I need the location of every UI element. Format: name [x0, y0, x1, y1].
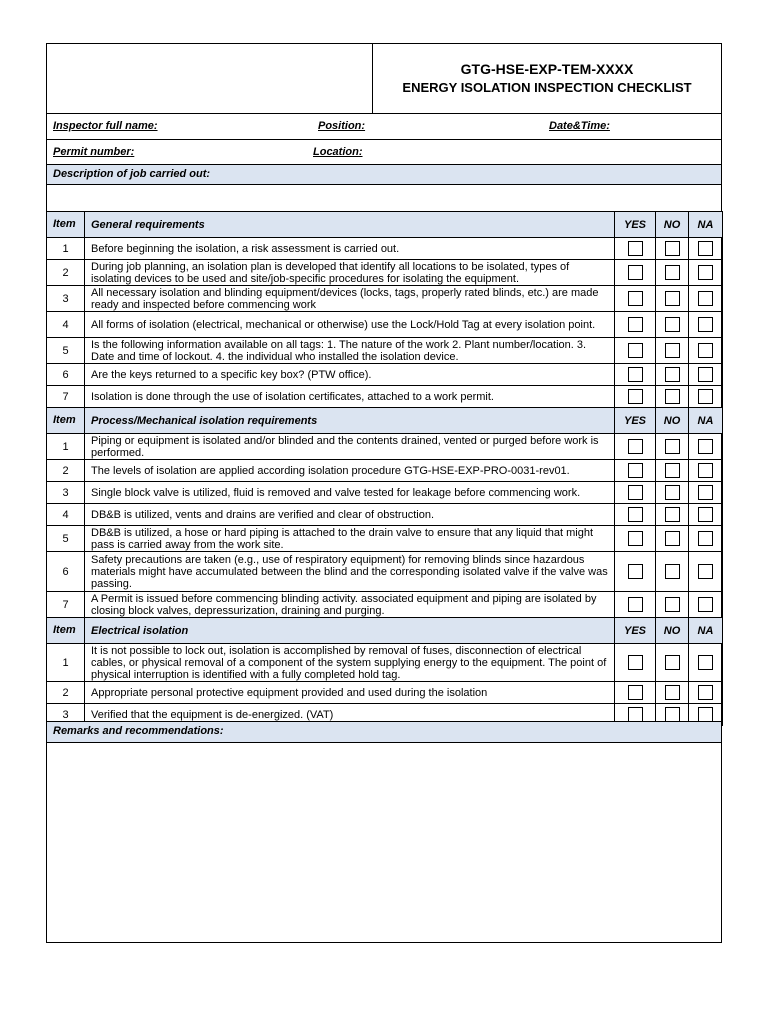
no-column-header: NO — [656, 408, 689, 434]
description-label: Description of job carried out: — [53, 168, 211, 180]
table-row — [47, 260, 723, 286]
requirement-text: It is not possible to lock out, isolation is accomplished by removal of fuses, disconnection of electrical cables, or physical removal of a component of the system supplying energy to the equipment. The point of physical interruption is identified with a fully completed hold tag. — [85, 644, 615, 682]
no-checkbox[interactable] — [665, 531, 680, 546]
table-row — [47, 460, 723, 482]
item-number: 4 — [47, 312, 85, 338]
na-checkbox[interactable] — [698, 531, 713, 546]
requirement-text: All forms of isolation (electrical, mechanical or otherwise) use the Lock/Hold Tag at every isolation point. — [85, 312, 615, 338]
na-column-header: NA — [689, 408, 723, 434]
requirement-text: The levels of isolation are applied according isolation procedure GTG-HSE-EXP-PRO-0031-rev01. — [85, 460, 615, 482]
yes-column-header: YES — [615, 212, 656, 238]
yes-checkbox[interactable] — [628, 317, 643, 332]
na-cell — [689, 260, 723, 286]
table-row — [47, 682, 723, 704]
yes-column-header: YES — [615, 408, 656, 434]
no-checkbox[interactable] — [665, 343, 680, 358]
yes-checkbox[interactable] — [628, 439, 643, 454]
item-number: 5 — [47, 338, 85, 364]
no-checkbox[interactable] — [665, 317, 680, 332]
yes-cell — [615, 386, 656, 408]
na-cell — [689, 682, 723, 704]
table-row — [47, 552, 723, 592]
no-cell — [656, 552, 689, 592]
yes-cell — [615, 460, 656, 482]
requirement-text: Piping or equipment is isolated and/or blinded and the contents drained, vented or purged before work is performed. — [85, 434, 615, 460]
requirement-text: Is the following information available on all tags: 1. The nature of the work 2. Plant number/location. 3. Date and time of lockout. 4. the individual who installed the isolation device. — [85, 338, 615, 364]
yes-checkbox[interactable] — [628, 265, 643, 280]
yes-cell — [615, 504, 656, 526]
requirement-text: Before beginning the isolation, a risk assessment is carried out. — [85, 238, 615, 260]
na-checkbox[interactable] — [698, 463, 713, 478]
yes-checkbox[interactable] — [628, 507, 643, 522]
no-checkbox[interactable] — [665, 655, 680, 670]
table-row — [47, 482, 723, 504]
yes-checkbox[interactable] — [628, 485, 643, 500]
na-checkbox[interactable] — [698, 389, 713, 404]
no-checkbox[interactable] — [665, 367, 680, 382]
position-field[interactable]: Position: — [318, 120, 366, 132]
na-cell — [689, 312, 723, 338]
requirement-text: During job planning, an isolation plan is developed that identify all locations to be isolated, types of isolating devices to be used and site/job-specific procedures for isolating the equipment. — [85, 260, 615, 286]
na-cell — [689, 460, 723, 482]
location-field[interactable]: Location: — [313, 146, 363, 158]
no-cell — [656, 260, 689, 286]
item-number: 3 — [47, 286, 85, 312]
no-cell — [656, 504, 689, 526]
inspector-row — [47, 114, 721, 140]
yes-cell — [615, 482, 656, 504]
remarks-header — [47, 721, 721, 743]
yes-checkbox[interactable] — [628, 597, 643, 612]
yes-cell — [615, 592, 656, 618]
yes-checkbox[interactable] — [628, 531, 643, 546]
no-cell — [656, 682, 689, 704]
no-checkbox[interactable] — [665, 463, 680, 478]
yes-cell — [615, 286, 656, 312]
na-checkbox[interactable] — [698, 685, 713, 700]
form-header — [47, 44, 721, 114]
requirement-text: Verified that the equipment is de-energized. (VAT) — [85, 704, 615, 726]
permit-number-field[interactable]: Permit number: — [53, 146, 135, 158]
yes-cell — [615, 526, 656, 552]
na-cell — [689, 286, 723, 312]
na-checkbox[interactable] — [698, 655, 713, 670]
na-checkbox[interactable] — [698, 564, 713, 579]
section-title: General requirements — [85, 212, 615, 238]
na-checkbox[interactable] — [698, 507, 713, 522]
remarks-label: Remarks and recommendations: — [53, 725, 224, 737]
no-cell — [656, 312, 689, 338]
item-number: 2 — [47, 682, 85, 704]
table-row — [47, 364, 723, 386]
na-cell — [689, 592, 723, 618]
description-input[interactable] — [47, 186, 721, 212]
datetime-field[interactable]: Date&Time: — [549, 120, 610, 132]
no-checkbox[interactable] — [665, 707, 680, 722]
item-number: 7 — [47, 386, 85, 408]
na-cell — [689, 526, 723, 552]
no-cell — [656, 238, 689, 260]
yes-cell — [615, 312, 656, 338]
description-header — [47, 165, 721, 185]
na-checkbox[interactable] — [698, 485, 713, 500]
requirement-text: Are the keys returned to a specific key box? (PTW office). — [85, 364, 615, 386]
item-column-header: Item — [47, 212, 85, 238]
na-checkbox[interactable] — [698, 317, 713, 332]
no-cell — [656, 386, 689, 408]
no-cell — [656, 286, 689, 312]
checklist-form — [46, 43, 722, 943]
yes-cell — [615, 364, 656, 386]
item-number: 3 — [47, 482, 85, 504]
yes-cell — [615, 644, 656, 682]
requirement-text: All necessary isolation and blinding equipment/devices (locks, tags, properly rated blinds, etc.) are made ready and inspected before commencing work — [85, 286, 615, 312]
yes-checkbox[interactable] — [628, 707, 643, 722]
na-checkbox[interactable] — [698, 241, 713, 256]
yes-cell — [615, 338, 656, 364]
na-checkbox[interactable] — [698, 291, 713, 306]
table-row — [47, 312, 723, 338]
logo-placeholder — [47, 44, 373, 113]
table-row — [47, 338, 723, 364]
item-number: 6 — [47, 364, 85, 386]
no-cell — [656, 644, 689, 682]
yes-column-header: YES — [615, 618, 656, 644]
item-number: 4 — [47, 504, 85, 526]
na-cell — [689, 238, 723, 260]
na-column-header: NA — [689, 212, 723, 238]
item-number: 5 — [47, 526, 85, 552]
document-code: GTG-HSE-EXP-TEM-XXXX — [460, 61, 634, 77]
item-number: 1 — [47, 644, 85, 682]
requirement-text: DB&B is utilized, vents and drains are verified and clear of obstruction. — [85, 504, 615, 526]
no-checkbox[interactable] — [665, 507, 680, 522]
item-number: 2 — [47, 260, 85, 286]
requirement-text: Isolation is done through the use of isolation certificates, attached to a work permit. — [85, 386, 615, 408]
no-column-header: NO — [656, 212, 689, 238]
no-column-header: NO — [656, 618, 689, 644]
na-cell — [689, 482, 723, 504]
requirement-text: Appropriate personal protective equipment provided and used during the isolation — [85, 682, 615, 704]
no-cell — [656, 482, 689, 504]
no-checkbox[interactable] — [665, 241, 680, 256]
item-number: 6 — [47, 552, 85, 592]
remarks-input[interactable] — [47, 743, 721, 942]
table-row — [47, 238, 723, 260]
yes-checkbox[interactable] — [628, 685, 643, 700]
section-title: Process/Mechanical isolation requirements — [85, 408, 615, 434]
yes-checkbox[interactable] — [628, 389, 643, 404]
no-checkbox[interactable] — [665, 439, 680, 454]
yes-cell — [615, 682, 656, 704]
section-header — [47, 408, 723, 434]
no-checkbox[interactable] — [665, 389, 680, 404]
checklist-table — [46, 211, 723, 726]
no-cell — [656, 434, 689, 460]
section-header — [47, 212, 723, 238]
item-number: 2 — [47, 460, 85, 482]
yes-checkbox[interactable] — [628, 564, 643, 579]
no-checkbox[interactable] — [665, 685, 680, 700]
item-column-header: Item — [47, 618, 85, 644]
item-number: 3 — [47, 704, 85, 726]
no-cell — [656, 338, 689, 364]
na-checkbox[interactable] — [698, 265, 713, 280]
yes-checkbox[interactable] — [628, 463, 643, 478]
yes-cell — [615, 238, 656, 260]
na-checkbox[interactable] — [698, 439, 713, 454]
item-column-header: Item — [47, 408, 85, 434]
na-cell — [689, 504, 723, 526]
na-cell — [689, 434, 723, 460]
na-column-header: NA — [689, 618, 723, 644]
requirement-text: Single block valve is utilized, fluid is removed and valve tested for leakage before commencing work. — [85, 482, 615, 504]
item-number: 1 — [47, 434, 85, 460]
yes-checkbox[interactable] — [628, 655, 643, 670]
no-cell — [656, 364, 689, 386]
na-cell — [689, 364, 723, 386]
no-cell — [656, 526, 689, 552]
yes-cell — [615, 260, 656, 286]
section-title: Electrical isolation — [85, 618, 615, 644]
section-header — [47, 618, 723, 644]
na-checkbox[interactable] — [698, 597, 713, 612]
na-checkbox[interactable] — [698, 343, 713, 358]
no-cell — [656, 460, 689, 482]
table-row — [47, 504, 723, 526]
requirement-text: A Permit is issued before commencing blinding activity. associated equipment and piping are isolated by closing block valves, depressurization, draining and purging. — [85, 592, 615, 618]
yes-cell — [615, 434, 656, 460]
table-row — [47, 644, 723, 682]
yes-checkbox[interactable] — [628, 291, 643, 306]
no-checkbox[interactable] — [665, 265, 680, 280]
yes-cell — [615, 552, 656, 592]
no-checkbox[interactable] — [665, 564, 680, 579]
table-row — [47, 434, 723, 460]
na-cell — [689, 386, 723, 408]
yes-checkbox[interactable] — [628, 367, 643, 382]
no-checkbox[interactable] — [665, 485, 680, 500]
table-row — [47, 592, 723, 618]
na-checkbox[interactable] — [698, 707, 713, 722]
requirement-text: DB&B is utilized, a hose or hard piping is attached to the drain valve to ensure that any liquid that might pass is carried away from the work site. — [85, 526, 615, 552]
no-cell — [656, 592, 689, 618]
table-row — [47, 386, 723, 408]
inspector-name-field[interactable]: Inspector full name: — [53, 120, 158, 132]
yes-checkbox[interactable] — [628, 343, 643, 358]
na-cell — [689, 552, 723, 592]
permit-row — [47, 140, 721, 165]
na-cell — [689, 338, 723, 364]
item-number: 1 — [47, 238, 85, 260]
na-cell — [689, 644, 723, 682]
no-checkbox[interactable] — [665, 597, 680, 612]
document-title: ENERGY ISOLATION INSPECTION CHECKLIST — [402, 80, 692, 95]
table-row — [47, 286, 723, 312]
requirement-text: Safety precautions are taken (e.g., use of respiratory equipment) for removing blinds since hazardous materials might have accumulated between the blind and the corresponding isolated valve if the valve was passing. — [85, 552, 615, 592]
na-checkbox[interactable] — [698, 367, 713, 382]
table-row — [47, 526, 723, 552]
yes-checkbox[interactable] — [628, 241, 643, 256]
item-number: 7 — [47, 592, 85, 618]
no-checkbox[interactable] — [665, 291, 680, 306]
